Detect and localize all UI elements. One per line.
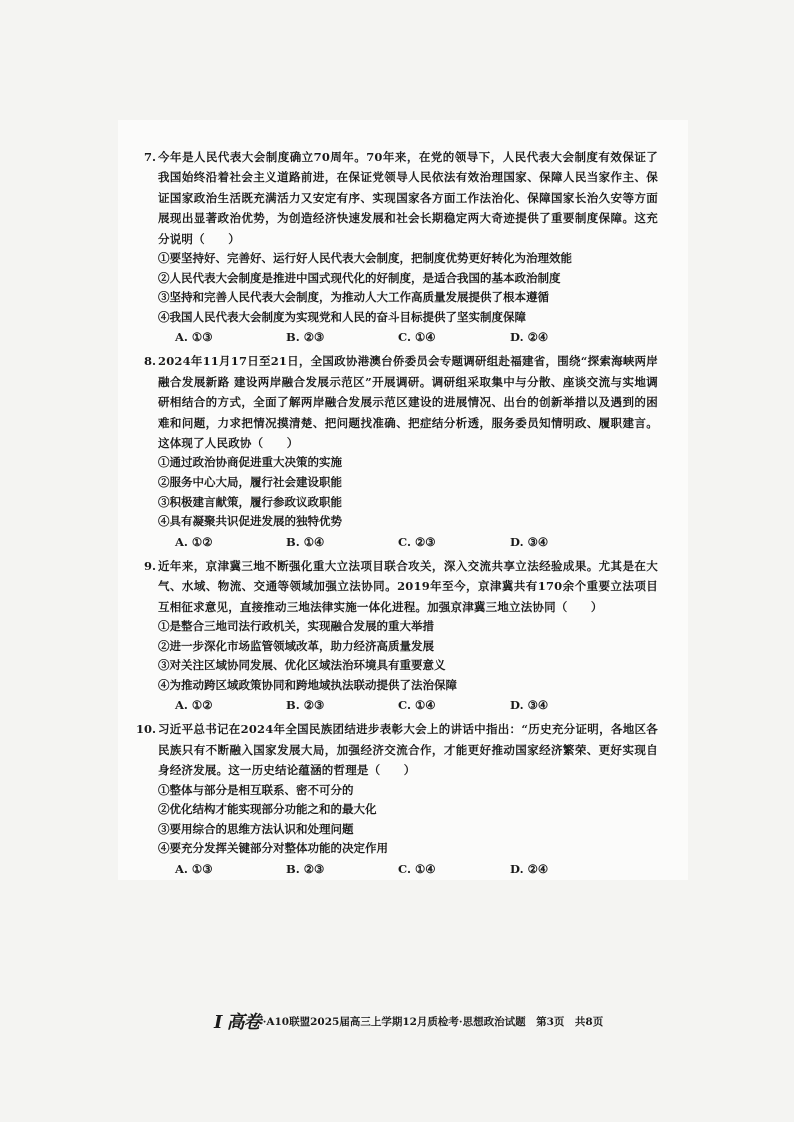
- answer-choices: [158, 532, 658, 552]
- page-footer: [214, 1011, 603, 1031]
- statement-option: ②进一步深化市场监管领域改革，助力经济高质量发展: [158, 638, 434, 653]
- choice-b[interactable]: B. ①④: [286, 534, 325, 549]
- footer-text: ·A10联盟2025届高三上学期12月质检考·思想政治试题 第3页 共8页: [262, 1015, 604, 1028]
- choice-a[interactable]: A. ①②: [175, 534, 213, 549]
- choice-b[interactable]: B. ②③: [286, 330, 325, 345]
- statement-option: ④要充分发挥关键部分对整体功能的决定作用: [158, 841, 388, 856]
- question-list: [135, 147, 658, 883]
- choice-b[interactable]: B. ②③: [286, 862, 325, 876]
- statement-option: ③对关注区域协同发展、优化区域法治环境具有重要意义: [158, 658, 446, 673]
- statement-option: ③积极建言献策，履行参政议政职能: [158, 494, 342, 509]
- question-7: [143, 147, 658, 347]
- statement-option: ①整体与部分是相互联系、密不可分的: [158, 782, 354, 797]
- choice-a[interactable]: A. ①③: [175, 862, 213, 876]
- statement-option: ①通过政治协商促进重大决策的实施: [158, 455, 342, 470]
- choice-c[interactable]: C. ①④: [398, 862, 436, 876]
- choice-a[interactable]: A. ①③: [175, 330, 213, 345]
- answer-choices: [158, 327, 658, 347]
- choice-d[interactable]: D. ②④: [510, 330, 549, 345]
- choice-c[interactable]: C. ①④: [398, 330, 436, 345]
- question-stem: 今年是人民代表大会制度确立70周年。70年来，在党的领导下，人民代表大会制度有效保证了我国始终沿着社会主义道路前进，在保证党领导人民依法有效治理国家、保障人民当家作主、保证国家政治生活既充满活力又安定有序、实现国家各方面工作法治化、保障国家长治久安等方面展现出显著政治优势，为创造经济快速发展和社会长期稳定两大奇迹提供了重要制度保障。这充分说明（ ）: [158, 150, 658, 246]
- choice-d[interactable]: D. ③④: [510, 698, 549, 713]
- statement-option: ①是整合三地司法行政机关，实现融合发展的重大举措: [158, 619, 434, 634]
- statement-option: ④具有凝聚共识促进发展的独特优势: [158, 514, 342, 529]
- publisher-logo: I 高卷: [214, 1012, 261, 1033]
- statement-option: ④为推动跨区域政策协同和跨地域执法联动提供了法治保障: [158, 677, 457, 692]
- statement-option: ①要坚持好、完善好、运行好人民代表大会制度，把制度优势更好转化为治理效能: [158, 251, 572, 266]
- statement-option: ③要用综合的思维方法认识和处理问题: [158, 821, 354, 836]
- question-number: 10.: [135, 722, 156, 737]
- question-stem: 习近平总书记在2024年全国民族团结进步表彰大会上的讲话中指出：“历史充分证明，各地区各民族只有不断融入国家发展大局，加强经济交流合作，才能更好推动国家经济繁荣、更好实现自身经济发展。这一历史结论蕴涵的哲理是（ ）: [158, 722, 658, 778]
- choice-c[interactable]: C. ①④: [398, 698, 436, 713]
- question-9: [143, 556, 658, 716]
- statement-option: ②服务中心大局，履行社会建设职能: [158, 475, 342, 490]
- statement-option: ④我国人民代表大会制度为实现党和人民的奋斗目标提供了坚实制度保障: [158, 309, 526, 324]
- question-stem: 近年来，京津冀三地不断强化重大立法项目联合攻关，深入交流共享立法经验成果。尤其是在大气、水域、物流、交通等领域加强立法协同。2019年至今，京津冀共有170余个重要立法项目互相征求意见，直接推动三地法律实施一体化进程。加强京津冀三地立法协同（ ）: [158, 558, 658, 614]
- question-number: 7.: [143, 150, 156, 164]
- answer-choices: [158, 859, 658, 879]
- choice-c[interactable]: C. ②③: [398, 534, 436, 549]
- statement-option: ②人民代表大会制度是推进中国式现代化的好制度，是适合我国的基本政治制度: [158, 270, 561, 285]
- statement-option: ③坚持和完善人民代表大会制度，为推动人大工作高质量发展提供了根本遵循: [158, 290, 549, 305]
- question-number: 8.: [143, 354, 156, 369]
- question-stem: 2024年11月17日至21日，全国政协港澳台侨委员会专题调研组赴福建省，围绕“探索海峡两岸融合发展新路 建设两岸融合发展示范区”开展调研。调研组采取集中与分散、座谈交流与实地调研相结合的方式，全面了解两岸融合发展示范区建设的进展情况、出台的创新举措以及遇到的困难和问题，力求把情况摸清楚、把问题找准确、把症结分析透，服务委员知情明政、履职建言。这体现了人民政协（ ）: [158, 354, 658, 451]
- answer-choices: [158, 695, 658, 715]
- question-8: [143, 351, 658, 551]
- choice-d[interactable]: D. ③④: [510, 534, 549, 549]
- question-10: [135, 719, 658, 879]
- question-number: 9.: [143, 558, 156, 573]
- statement-option: ②优化结构才能实现部分功能之和的最大化: [158, 802, 377, 817]
- choice-a[interactable]: A. ①②: [175, 698, 213, 713]
- choice-b[interactable]: B. ②③: [286, 698, 325, 713]
- choice-d[interactable]: D. ②④: [510, 862, 549, 876]
